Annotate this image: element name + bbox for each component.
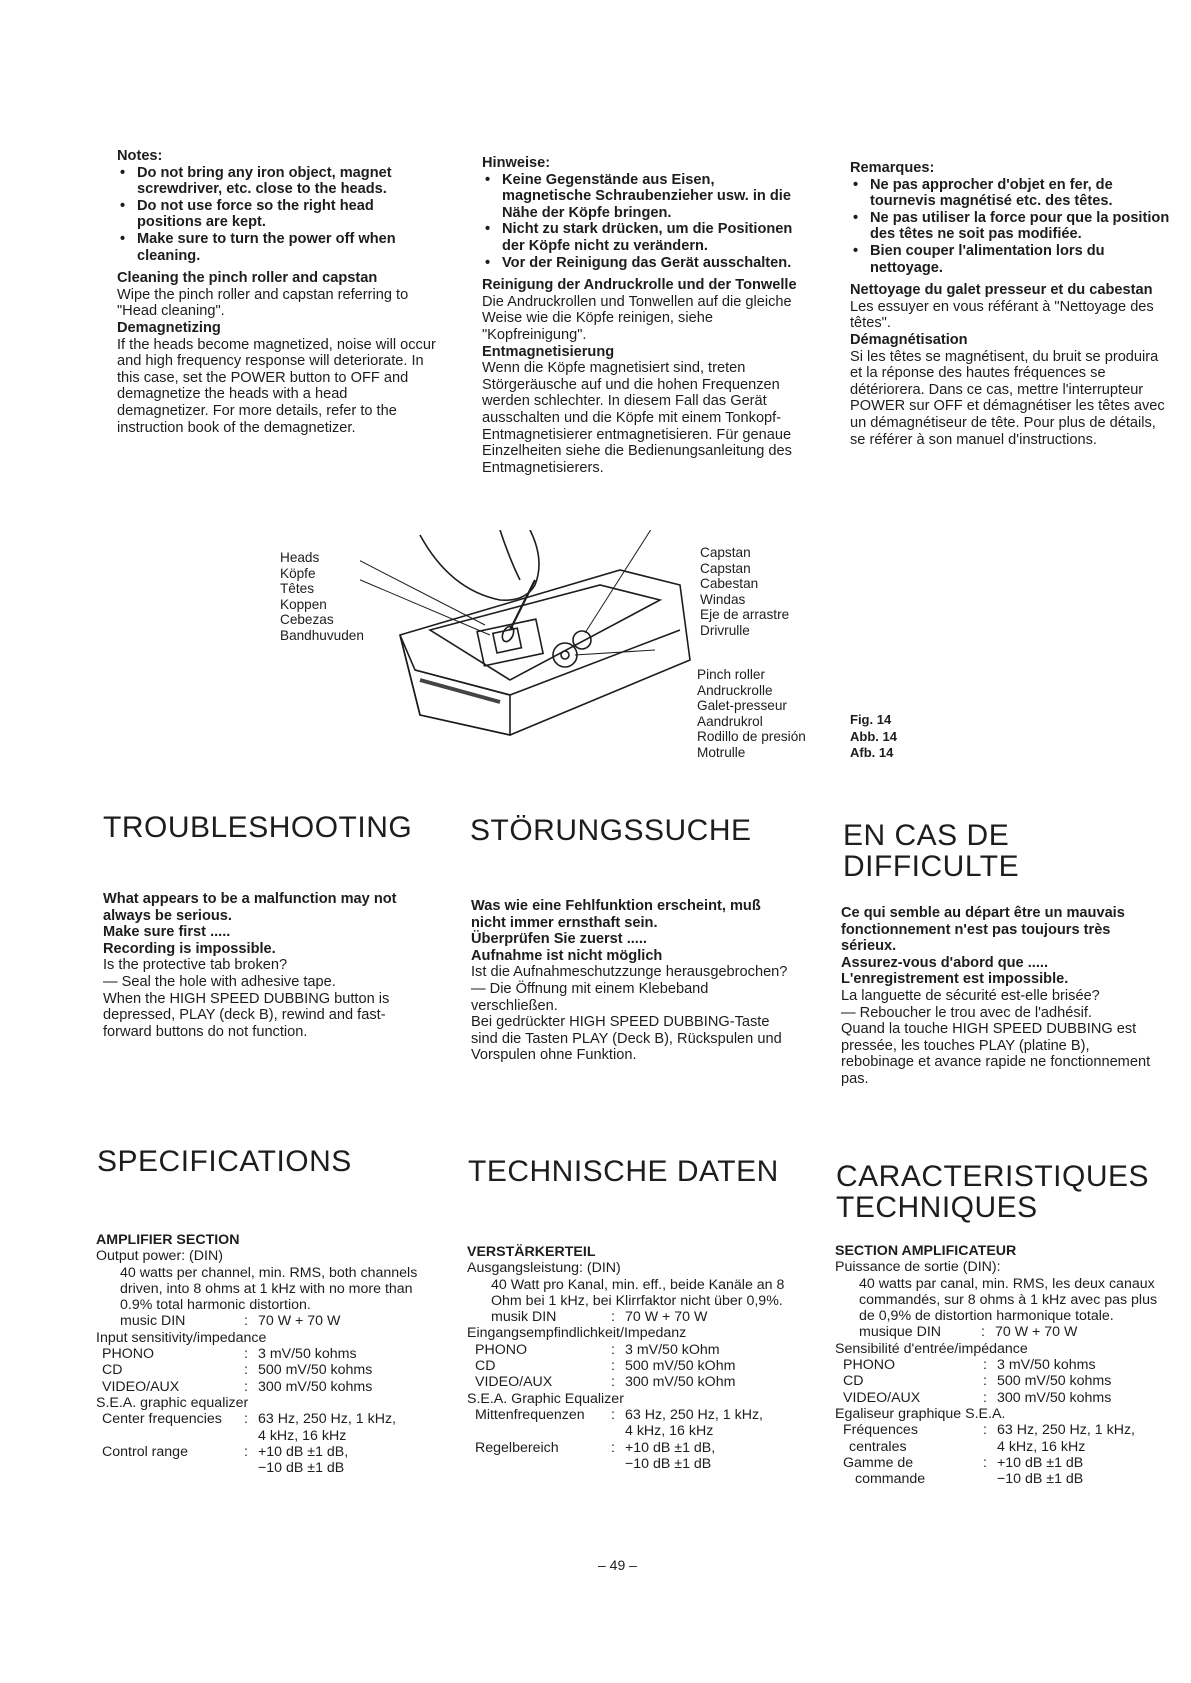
spec-value: 300 mV/50 kOhm: [625, 1374, 736, 1391]
spec-colon: :: [244, 1411, 248, 1428]
notes-title: Remarques:: [850, 160, 935, 176]
spec-value: 500 mV/50 kohms: [997, 1373, 1112, 1390]
remedy-text: — Die Öffnung mit einem Klebeband verschließen.: [471, 980, 709, 1014]
cassette-deck-illustration: [360, 530, 700, 760]
input-label: Sensibilité d'entrée/impédance: [835, 1340, 1028, 1357]
check-text: Überprüfen Sie zuerst .....: [471, 931, 647, 948]
spec-value: 3 mV/50 kohms: [258, 1346, 357, 1363]
question-text: Is the protective tab broken?: [103, 957, 288, 974]
note-text: When the HIGH SPEED DUBBING button is depressed, PLAY (deck B), rewind and fast-forward buttons do not function.: [103, 990, 390, 1040]
notes-list: [482, 172, 803, 272]
center-row: [835, 1422, 1165, 1455]
spec-value-line: 63 Hz, 250 Hz, 1 kHz,: [625, 1406, 763, 1423]
demag-text: Si les têtes se magnétisent, du bruit se produira et la réponse des hautes fréquences se détériorera. Dans ce cas, mettre l'interrupteur POWER sur OFF et démagnétiser les têtes avec un démagnétiseur de tête. Pour plus de détails, se référer à son manuel d'instructions.: [850, 348, 1165, 448]
page-number: – 49 –: [598, 1557, 637, 1573]
troubleshooting-title-en: TROUBLESHOOTING: [103, 811, 413, 844]
capstan-label: Drivrulle: [700, 622, 750, 638]
output-text: 40 watts per channel, min. RMS, both channels driven, into 8 ohms at 1 kHz with no more than 0.9% total harmonic distortion.: [120, 1264, 418, 1314]
deck-shadow: [420, 680, 500, 702]
output-label: Ausgangsleistung: (DIN): [467, 1260, 621, 1277]
input-label: Input sensitivity/impedance: [96, 1329, 267, 1346]
spec-value: 3 mV/50 kOhm: [625, 1341, 720, 1358]
troubleshooting-title-de: STÖRUNGSSUCHE: [470, 814, 752, 847]
spec-value-line: 4 kHz, 16 kHz: [997, 1438, 1086, 1455]
spec-value: [625, 1407, 763, 1440]
hand-outline: [420, 530, 539, 600]
spec-value: 70 W + 70 W: [625, 1309, 708, 1326]
spec-colon: :: [244, 1362, 248, 1379]
title-line: EN CAS DE: [843, 819, 1010, 852]
video-row: [835, 1390, 1165, 1406]
spec-value: [997, 1455, 1083, 1488]
spec-value: [258, 1411, 396, 1444]
output-label: Output power: (DIN): [96, 1248, 223, 1265]
note-item: • Make sure to turn the power off when cleaning.: [117, 231, 438, 264]
heads-label: Koppen: [280, 596, 327, 612]
cd-row: [467, 1358, 797, 1374]
spec-value-line: 63 Hz, 250 Hz, 1 kHz,: [258, 1411, 396, 1428]
spec-value-line: 63 Hz, 250 Hz, 1 kHz,: [997, 1422, 1135, 1439]
pinch-roller-label: Motrulle: [697, 744, 746, 760]
spec-colon: :: [611, 1439, 615, 1456]
troubleshooting-en: [103, 891, 425, 1040]
spec-value-line: 4 kHz, 16 kHz: [625, 1423, 714, 1440]
spec-colon: :: [611, 1309, 615, 1326]
spec-label: PHONO: [475, 1341, 528, 1358]
deck-edge: [415, 630, 680, 695]
maintenance-de: [482, 155, 803, 476]
video-row: [467, 1374, 797, 1390]
spec-value: 3 mV/50 kohms: [997, 1357, 1096, 1374]
deck-body: [400, 570, 690, 735]
remedy-text: — Seal the hole with adhesive tape.: [103, 973, 336, 990]
spec-label: CD: [102, 1362, 123, 1379]
figure-caption: [850, 712, 897, 762]
pinch-roller-labels: [697, 667, 806, 761]
spec-value: 70 W + 70 W: [995, 1324, 1078, 1341]
spec-value: [625, 1440, 715, 1473]
specs-en: [96, 1232, 426, 1476]
spec-colon: :: [611, 1406, 615, 1423]
specifications-title-en: SPECIFICATIONS: [97, 1145, 352, 1178]
check-text: Assurez-vous d'abord que .....: [841, 954, 1049, 971]
caption-line: Afb. 14: [850, 745, 894, 760]
spec-label: musique DIN: [859, 1324, 942, 1341]
capstan-labels: [700, 545, 789, 639]
eq-label: S.E.A. Graphic Equalizer: [467, 1390, 624, 1407]
eq-label: Egaliseur graphique S.E.A.: [835, 1405, 1006, 1422]
check-text: Make sure first .....: [103, 924, 231, 941]
spec-section-heading: VERSTÄRKERTEIL: [467, 1244, 596, 1260]
note-item: • Bien couper l'alimentation lors du nettoyage.: [850, 243, 1172, 276]
demag-heading: Demagnetizing: [117, 319, 221, 336]
note-item: • Keine Gegenstände aus Eisen, magnetische Schraubenzieher usw. in die Nähe der Köpfe bringen.: [482, 172, 803, 222]
cleaning-text: Die Andruckrollen und Tonwellen auf die gleiche Weise wie die Köpfe reinigen, siehe "Kopfreinigung".: [482, 293, 792, 343]
heads-labels: [280, 550, 364, 644]
note-text: Bei gedrückter HIGH SPEED DUBBING-Taste sind die Tasten PLAY (Deck B), Rückspulen und Vorspulen ohne Funktion.: [471, 1014, 782, 1064]
spec-label: Control range: [102, 1443, 188, 1460]
title-line: DIFFICULTE: [843, 850, 1020, 883]
pinch-roller-label: Aandrukrol: [697, 713, 763, 729]
remedy-text: — Reboucher le trou avec de l'adhésif.: [841, 1004, 1093, 1021]
troubleshooting-fr: [841, 905, 1164, 1088]
question-text: Ist die Aufnahmeschutzzunge herausgebrochen?: [471, 964, 788, 981]
cd-row: [96, 1362, 426, 1378]
spec-colon: :: [244, 1378, 248, 1395]
spec-colon: :: [983, 1454, 987, 1471]
notes-list: [850, 177, 1172, 277]
demag-heading: Démagnétisation: [850, 331, 968, 348]
maintenance-en: [117, 148, 438, 436]
spec-colon: :: [981, 1324, 985, 1341]
capstan-label: Windas: [700, 591, 746, 607]
spec-colon: :: [244, 1346, 248, 1363]
spec-value: 70 W + 70 W: [258, 1313, 341, 1330]
cleaning-heading: Cleaning the pinch roller and capstan: [117, 270, 378, 287]
cleaning-heading: Nettoyage du galet presseur et du cabestan: [850, 282, 1153, 299]
pinch-roller-label: Galet-presseur: [697, 698, 787, 714]
spec-value-line: −10 dB ±1 dB: [625, 1455, 712, 1472]
problem-heading: Aufnahme ist nicht möglich: [471, 947, 663, 964]
spec-label: Mittenfrequenzen: [475, 1406, 585, 1423]
spec-label: [843, 1455, 983, 1488]
center-row: [96, 1411, 426, 1444]
specifications-title-fr: [836, 1161, 1149, 1223]
problem-heading: L'enregistrement est impossible.: [841, 971, 1069, 988]
spec-label: CD: [475, 1358, 496, 1375]
capstan-leader: [585, 530, 657, 633]
heads-label: Cebezas: [280, 612, 334, 628]
finger: [500, 530, 520, 580]
tape-window: [430, 585, 660, 680]
title-line: CARACTERISTIQUES: [836, 1160, 1150, 1193]
spec-label: [843, 1422, 983, 1455]
cd-row: [835, 1373, 1165, 1389]
capstan-shape: [573, 631, 591, 649]
note-item: • Do not use force so the right head positions are kept.: [117, 198, 438, 231]
note-item: • Vor der Reinigung das Gerät ausschalten.: [482, 255, 803, 272]
pinch-roller-hub: [561, 651, 569, 659]
spec-section-heading: AMPLIFIER SECTION: [96, 1232, 240, 1248]
note-text: Quand la touche HIGH SPEED DUBBING est pressée, les touches PLAY (platine B), rebobinage et avance rapide ne fonctionnement pas.: [841, 1021, 1151, 1087]
notes-list: [117, 165, 438, 265]
heads-label: Heads: [280, 550, 320, 565]
spec-value-line: +10 dB ±1 dB,: [258, 1443, 349, 1460]
pinch-roller-label: Andruckrolle: [697, 682, 773, 698]
spec-label: PHONO: [102, 1346, 155, 1363]
capstan-label: Capstan: [700, 545, 751, 560]
phono-row: [467, 1342, 797, 1358]
control-row: [835, 1455, 1165, 1488]
spec-value: [258, 1444, 348, 1477]
spec-value: [997, 1422, 1135, 1455]
caption-line: Fig. 14: [850, 712, 892, 727]
cleaning-heading: Reinigung der Andruckrolle und der Tonwelle: [482, 277, 797, 294]
spec-section-heading: SECTION AMPLIFICATEUR: [835, 1243, 1017, 1259]
spec-label: Regelbereich: [475, 1439, 559, 1456]
cleaning-text: Wipe the pinch roller and capstan referring to "Head cleaning".: [117, 286, 409, 320]
heads-leader-2: [360, 548, 490, 635]
eq-label: S.E.A. graphic equalizer: [96, 1394, 249, 1411]
specs-de: [467, 1244, 797, 1472]
heads-leader-1: [360, 535, 485, 625]
spec-label: CD: [843, 1373, 864, 1390]
spec-value-line: −10 dB ±1 dB: [997, 1471, 1084, 1488]
spec-label-line: centrales: [849, 1438, 907, 1455]
intro-text: Was wie eine Fehlfunktion erscheint, muß nicht immer ernsthaft sein.: [471, 898, 761, 931]
specifications-title-de: TECHNISCHE DATEN: [468, 1155, 779, 1188]
notes-title: Notes:: [117, 148, 163, 164]
spec-label: musik DIN: [491, 1309, 557, 1326]
output-label: Puissance de sortie (DIN):: [835, 1259, 1001, 1276]
spec-label-line: Fréquences: [843, 1422, 918, 1439]
spec-colon: :: [983, 1422, 987, 1439]
spec-value-line: +10 dB ±1 dB: [997, 1454, 1084, 1471]
music-row: [467, 1309, 797, 1325]
intro-text: Ce qui semble au départ être un mauvais fonctionnement n'est pas toujours très sérieux.: [841, 905, 1125, 955]
caption-line: Abb. 14: [850, 728, 897, 744]
output-text: 40 Watt pro Kanal, min. eff., beide Kanäle an 8 Ohm bei 1 kHz, bei Klirrfaktor nicht über 0,9%.: [491, 1276, 785, 1309]
spec-label: VIDEO/AUX: [102, 1378, 180, 1395]
question-text: La languette de sécurité est-elle brisée?: [841, 987, 1100, 1004]
phono-row: [96, 1346, 426, 1362]
problem-heading: Recording is impossible.: [103, 940, 276, 957]
pinch-roller-label: Rodillo de presión: [697, 729, 806, 745]
head-detail: [493, 628, 522, 653]
note-item: • Do not bring any iron object, magnet screwdriver, etc. close to the heads.: [117, 165, 438, 198]
spec-colon: :: [611, 1341, 615, 1358]
note-item: • Ne pas utiliser la force pour que la position des têtes ne soit pas modifiée.: [850, 210, 1172, 243]
spec-value-line: +10 dB ±1 dB,: [625, 1439, 716, 1456]
spec-colon: :: [611, 1358, 615, 1375]
notes-title: Hinweise:: [482, 155, 551, 171]
cleaning-text: Les essuyer en vous référant à "Nettoyage des têtes".: [850, 298, 1154, 332]
troubleshooting-title-fr: [843, 820, 1019, 882]
capstan-label: Capstan: [700, 560, 751, 576]
phono-row: [835, 1357, 1165, 1373]
music-row: [835, 1324, 1165, 1340]
title-line: TECHNIQUES: [836, 1191, 1038, 1224]
spec-value: 300 mV/50 kohms: [997, 1389, 1112, 1406]
spec-value-line: 4 kHz, 16 kHz: [258, 1427, 347, 1444]
control-row: [467, 1440, 797, 1473]
intro-text: What appears to be a malfunction may not always be serious.: [103, 891, 397, 924]
spec-label: VIDEO/AUX: [843, 1389, 921, 1406]
spec-label-line: commande: [855, 1471, 926, 1488]
specs-fr: [835, 1243, 1165, 1487]
demag-text: Wenn die Köpfe magnetisiert sind, treten Störgeräusche auf und die hohen Frequenzen werden schlechter. In diesem Fall das Gerät ausschalten und die Köpfe mit einem Tonkopf-Entmagnetisierer entmagnetisieren. Für genaue Einzelheiten siehe die Bedienungsanleitung des Entmagnetisierers.: [482, 360, 792, 476]
heads-label: Bandhuvuden: [280, 627, 364, 643]
video-row: [96, 1379, 426, 1395]
spec-colon: :: [244, 1313, 248, 1330]
spec-label: VIDEO/AUX: [475, 1374, 553, 1391]
demag-text: If the heads become magnetized, noise will occur and high frequency response will deteriorate. In this case, set the POWER button to OFF and demagnetize the heads with a head demagnetizer. For more details, refer to the instruction book of the demagnetizer.: [117, 336, 436, 436]
spec-colon: :: [983, 1389, 987, 1406]
demag-heading: Entmagnetisierung: [482, 343, 615, 360]
deck-front: [400, 635, 510, 735]
center-row: [467, 1407, 797, 1440]
spec-value: 500 mV/50 kohms: [258, 1362, 373, 1379]
spec-value: 500 mV/50 kOhm: [625, 1358, 736, 1375]
spec-colon: :: [244, 1443, 248, 1460]
spec-label-line: Gamme de: [843, 1454, 914, 1471]
spec-label: PHONO: [843, 1357, 896, 1374]
heads-label: Têtes: [280, 581, 314, 597]
capstan-label: Cabestan: [700, 576, 759, 592]
spec-colon: :: [611, 1374, 615, 1391]
music-row: [96, 1313, 426, 1329]
heads-label: Köpfe: [280, 565, 316, 581]
control-row: [96, 1444, 426, 1477]
spec-colon: :: [983, 1357, 987, 1374]
spec-value-line: −10 dB ±1 dB: [258, 1460, 345, 1477]
note-item: • Ne pas approcher d'objet en fer, de tournevis magnétisé etc. des têtes.: [850, 177, 1172, 210]
spec-label: Center frequencies: [102, 1411, 222, 1428]
spec-value: 300 mV/50 kohms: [258, 1378, 373, 1395]
pinch-roller-label: Pinch roller: [697, 667, 765, 682]
input-label: Eingangsempfindlichkeit/Impedanz: [467, 1325, 687, 1342]
maintenance-fr: [850, 160, 1172, 448]
swab-tip: [500, 625, 516, 644]
troubleshooting-de: [471, 898, 794, 1064]
output-text: 40 watts par canal, min. RMS, les deux canaux commandés, sur 8 ohms à 1 kHz avec pas plus de 0,9% de distortion harmonique totale.: [859, 1275, 1158, 1325]
capstan-label: Eje de arrastre: [700, 607, 790, 623]
note-item: • Nicht zu stark drücken, um die Positionen der Köpfe nicht zu verändern.: [482, 221, 803, 254]
spec-label: music DIN: [120, 1313, 186, 1330]
spec-colon: :: [983, 1373, 987, 1390]
